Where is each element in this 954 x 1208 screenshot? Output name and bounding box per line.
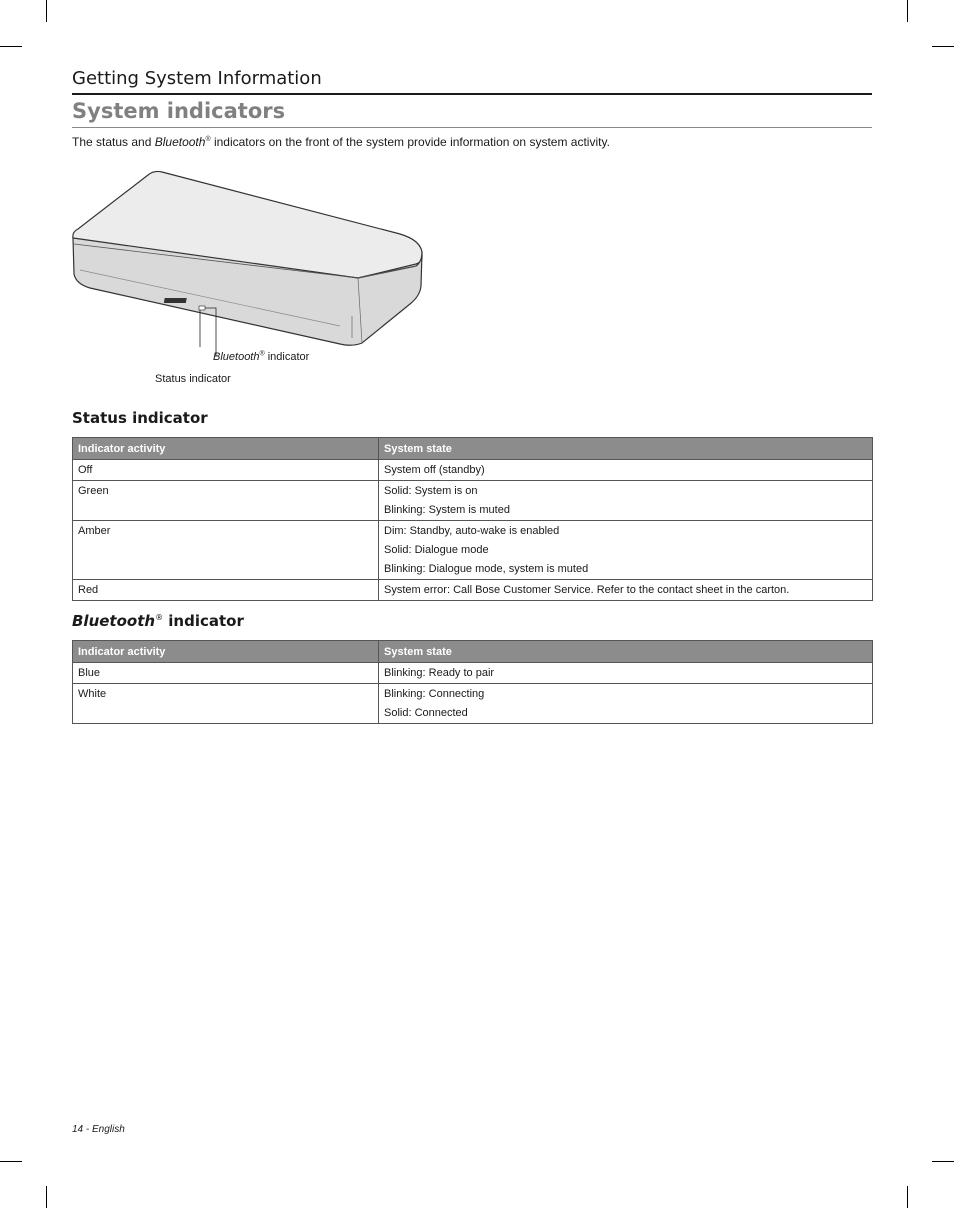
system-state: Blinking: Ready to pair (379, 663, 873, 684)
bluetooth-indicator-table (72, 640, 873, 724)
table-row (73, 521, 873, 580)
table-row (73, 460, 873, 481)
indicator-activity: Red (73, 580, 379, 601)
indicator-activity: Amber (73, 521, 379, 580)
header-rule (72, 93, 872, 95)
table-header-row (73, 438, 873, 460)
system-state: Dim: Standby, auto-wake is enabled Solid: Dialogue mode Blinking: Dialogue mode, system is muted (379, 521, 873, 580)
intro-paragraph: The status and Bluetooth® indicators on the front of the system provide information on system activity. (72, 135, 610, 149)
table-header-row (73, 641, 873, 663)
bluetooth-indicator-heading: Bluetooth® indicator (72, 612, 244, 630)
table-row (73, 663, 873, 684)
indicator-activity: Off (73, 460, 379, 481)
crop-mark (0, 46, 22, 47)
crop-mark (46, 0, 47, 22)
crop-mark (0, 1161, 22, 1162)
status-indicator-table (72, 437, 873, 601)
crop-mark (932, 46, 954, 47)
column-header: System state (379, 438, 873, 460)
bluetooth-indicator-callout: Bluetooth® indicator (213, 350, 310, 363)
status-indicator-heading: Status indicator (72, 409, 208, 427)
page-footer: 14 - English (72, 1124, 125, 1135)
crop-mark (907, 1186, 908, 1208)
indicator-activity: Green (73, 481, 379, 521)
system-state: Blinking: Connecting Solid: Connected (379, 684, 873, 724)
system-state: System off (standby) (379, 460, 873, 481)
table-row (73, 684, 873, 724)
soundbar-illustration (70, 166, 430, 356)
crop-mark (46, 1186, 47, 1208)
table-row (73, 481, 873, 521)
indicator-activity: White (73, 684, 379, 724)
table-row (73, 580, 873, 601)
title-rule (72, 127, 872, 128)
crop-mark (907, 0, 908, 22)
page-title: System indicators (72, 99, 286, 123)
crop-mark (932, 1161, 954, 1162)
section-title: Getting System Information (72, 68, 322, 89)
indicator-activity: Blue (73, 663, 379, 684)
status-indicator-callout: Status indicator (155, 373, 231, 385)
system-state: System error: Call Bose Customer Service. Refer to the contact sheet in the carton. (379, 580, 873, 601)
column-header: System state (379, 641, 873, 663)
column-header: Indicator activity (73, 641, 379, 663)
system-state: Solid: System is on Blinking: System is muted (379, 481, 873, 521)
column-header: Indicator activity (73, 438, 379, 460)
